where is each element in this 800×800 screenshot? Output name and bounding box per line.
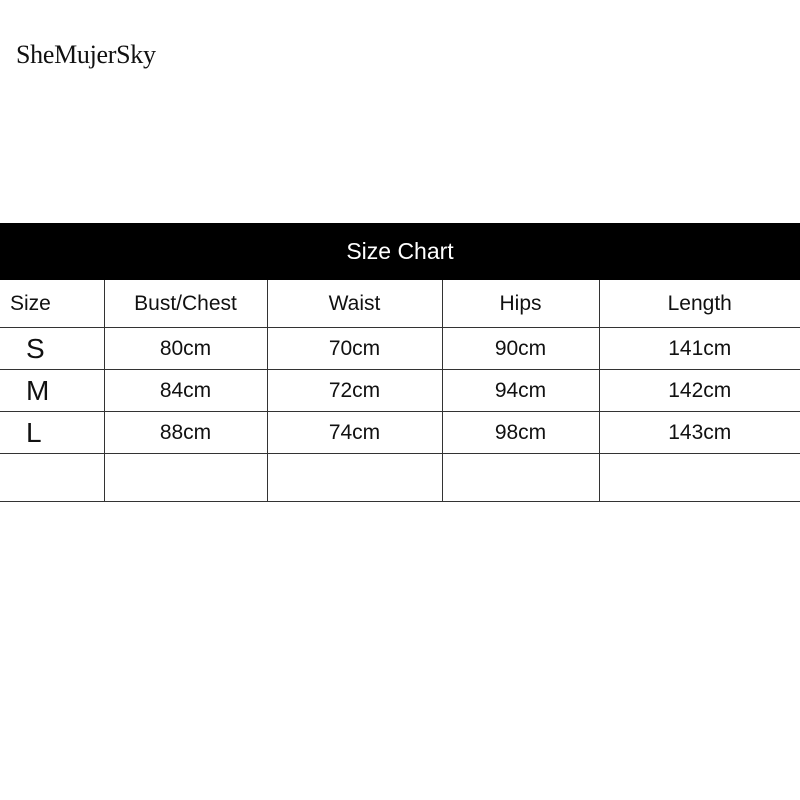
empty-cell [599,454,800,502]
size-chart-title [0,223,800,280]
length-value: 142cm [599,370,800,412]
header-length: Length [599,280,800,328]
empty-cell [104,454,267,502]
header-bust-chest: Bust/Chest [104,280,267,328]
hips-value: 94cm [442,370,599,412]
waist-value: 70cm [267,328,442,370]
length-value: 141cm [599,328,800,370]
table-header-row [0,280,800,328]
header-hips: Hips [442,280,599,328]
empty-table-row [0,454,800,502]
hips-value: 90cm [442,328,599,370]
table-row [0,328,800,370]
brand-name: SheMujerSky [16,40,156,69]
bust-value: 88cm [104,412,267,454]
waist-value: 74cm [267,412,442,454]
size-label: L [0,412,104,454]
bust-value: 84cm [104,370,267,412]
size-table [0,280,800,502]
table-row [0,412,800,454]
empty-cell [442,454,599,502]
size-label: S [0,328,104,370]
size-label: M [0,370,104,412]
header-waist: Waist [267,280,442,328]
hips-value: 98cm [442,412,599,454]
empty-cell [0,454,104,502]
waist-value: 72cm [267,370,442,412]
empty-cell [267,454,442,502]
length-value: 143cm [599,412,800,454]
bust-value: 80cm [104,328,267,370]
header-size: Size [0,280,104,328]
size-chart-title-text: Size Chart [346,238,454,264]
table-row [0,370,800,412]
